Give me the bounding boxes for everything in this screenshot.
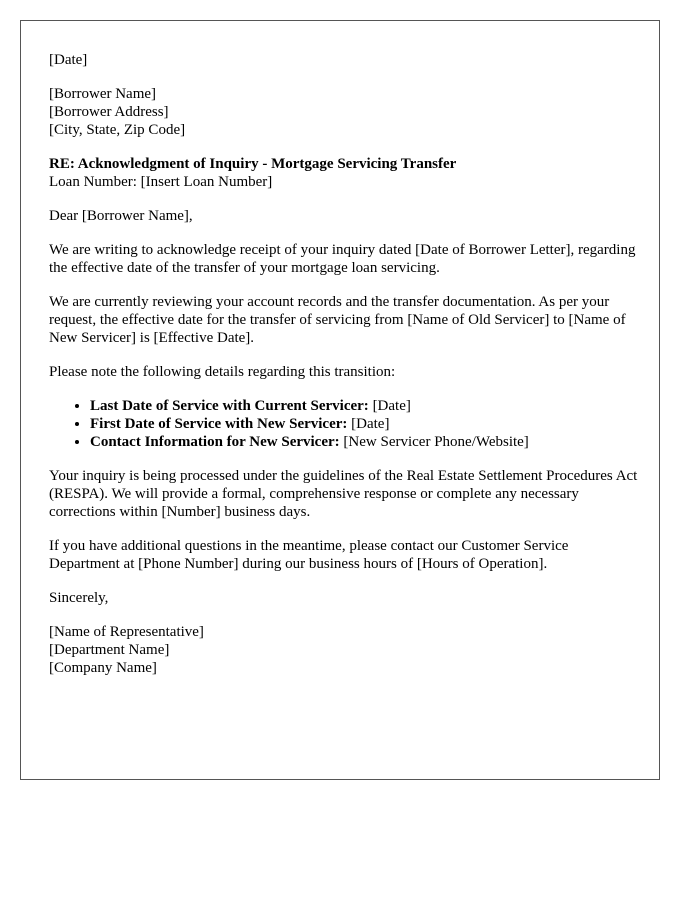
letter-page: [20, 20, 660, 780]
detail-label: Last Date of Service with Current Servicer:: [90, 398, 369, 414]
respa-paragraph: Your inquiry is being processed under the guidelines of the Real Estate Settlement Procedures Act (RESPA). We will provide a formal, comprehensive response or complete any necessary corrections within [Number] business days.: [49, 468, 638, 520]
letter-date: [Date]: [49, 52, 88, 68]
detail-label: First Date of Service with New Servicer:: [90, 416, 348, 432]
details-intro-paragraph: Please note the following details regarding this transition:: [49, 364, 396, 380]
sign-off-block: [49, 589, 639, 607]
recipient-address: [Borrower Address]: [49, 104, 169, 120]
review-paragraph: We are currently reviewing your account records and the transfer documentation. As per your request, the effective date for the transfer of servicing from [Name of Old Servicer] to [Name of New Servicer] is [Effective Date].: [49, 294, 626, 346]
signature-block: [49, 623, 639, 677]
intro-paragraph: We are writing to acknowledge receipt of your inquiry dated [Date of Borrower Letter], regarding the effective date of the transfer of your mortgage loan servicing.: [49, 242, 636, 276]
loan-number: Loan Number: [Insert Loan Number]: [49, 174, 273, 190]
letter-date-block: [49, 51, 639, 69]
salutation-block: [49, 207, 639, 225]
recipient-name: [Borrower Name]: [49, 86, 157, 102]
letter-body: [49, 51, 639, 693]
detail-value: [Date]: [368, 398, 411, 414]
subject-line: RE: Acknowledgment of Inquiry - Mortgage Servicing Transfer: [49, 156, 457, 172]
subject-block: [49, 155, 639, 191]
recipient-city-state-zip: [City, State, Zip Code]: [49, 122, 186, 138]
transition-details-list: [49, 397, 639, 451]
recipient-address-block: [49, 85, 639, 139]
detail-label: Contact Information for New Servicer:: [90, 434, 340, 450]
representative-name: [Name of Representative]: [49, 624, 204, 640]
list-item: [90, 433, 639, 451]
company-name: [Company Name]: [49, 660, 157, 676]
detail-value: [New Servicer Phone/Website]: [339, 434, 529, 450]
contact-paragraph: If you have additional questions in the meantime, please contact our Customer Service Department at [Phone Number] during our business hours of [Hours of Operation].: [49, 538, 569, 572]
list-item: [90, 397, 639, 415]
salutation: Dear [Borrower Name],: [49, 208, 193, 224]
detail-value: [Date]: [347, 416, 390, 432]
department-name: [Department Name]: [49, 642, 170, 658]
list-item: [90, 415, 639, 433]
sign-off: Sincerely,: [49, 590, 109, 606]
